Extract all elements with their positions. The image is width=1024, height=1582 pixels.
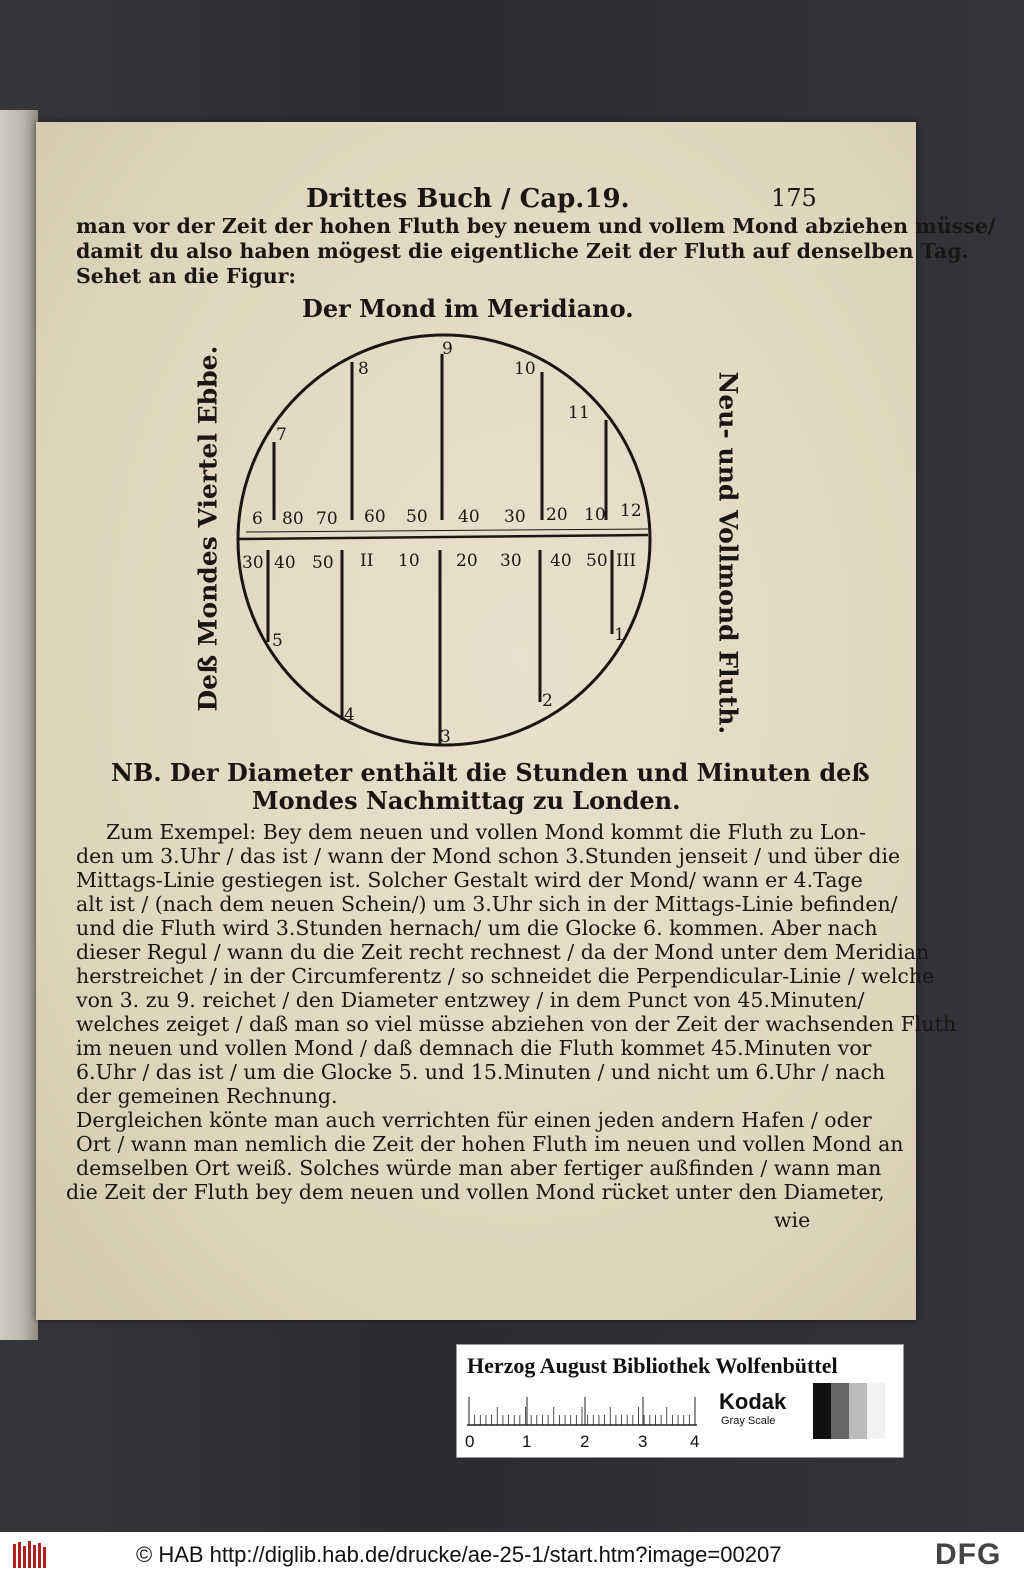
minute-label: II [360,551,374,571]
minute-label: 70 [316,509,338,529]
dfg-logo: DFG [935,1538,1002,1571]
minute-label: 30 [242,553,264,573]
body-line: Ort / wann man nemlich die Zeit der hohen Fluth im neuen und vollen Mond an [76,1132,904,1156]
minute-label: 20 [546,505,568,525]
footer-bar [0,1532,1024,1582]
body-line: herstreichet / in der Circumferentz / so schneidet die Perpendicular-Linie / welche [76,964,935,988]
minute-label: 20 [456,551,478,571]
moon-circle [238,335,650,745]
hour-label: 2 [542,691,553,711]
body-line: Dergleichen könte man auch verrichten für einen jeden andern Hafen / oder [76,1108,872,1132]
catchword: wie [774,1208,811,1232]
right-side-label: Neu- und Vollmond Fluth. [713,371,743,735]
body-line: von 3. zu 9. reichet / den Diameter entzwey / in dem Punct von 45.Minuten/ [76,988,865,1012]
note-line: NB. Der Diameter enthält die Stunden und Minuten deß [111,758,870,787]
body-line: der gemeinen Rechnung. [76,1084,338,1108]
left-side-label: Deß Mondes Viertel Ebbe. [193,345,223,712]
hour-label: 8 [358,359,369,379]
body-line: und die Fluth wird 3.Stunden hernach/ um die Glocke 6. kommen. Aber nach [76,916,878,940]
kodak-subtitle: Gray Scale [721,1415,776,1427]
minute-label: 10 [584,505,606,525]
kodak-brand: Kodak [719,1389,787,1414]
minute-label: 10 [398,551,420,571]
body-line: den um 3.Uhr / das ist / wann der Mond schon 3.Stunden jenseit / und über die [76,844,901,868]
intro-line: man vor der Zeit der hohen Fluth bey neuem und vollem Mond abziehen müsse/ [76,214,996,238]
footer-copyright-url[interactable]: © HAB http://diglib.hab.de/drucke/ae-25-1/start.htm?image=00207 [136,1542,782,1567]
intro-line: damit du also haben mögest die eigentliche Zeit der Fluth auf denselben Tag. [76,239,969,263]
note-line: Mondes Nachmittag zu Londen. [252,786,681,815]
ruler-label: 2 [580,1432,590,1451]
minute-label: 50 [312,553,334,573]
minute-label: 50 [586,551,608,571]
minute-label: 30 [504,507,526,527]
hab-logo-icon [12,1540,48,1570]
minute-label: 40 [274,553,296,573]
minute-label: 30 [500,551,522,571]
previous-page-edge [0,110,38,1340]
ruler-label: 1 [522,1432,532,1451]
body-line: die Zeit der Fluth bey dem neuen und vollen Mond rücket unter den Diameter, [66,1180,885,1204]
hour-label: 11 [568,403,590,423]
running-head: Drittes Buch / Cap.19. [306,184,630,214]
body-line: dieser Regul / wann du die Zeit recht rechnest / da der Mond unter dem Meridian [76,940,930,964]
hour-label: 6 [252,509,263,529]
hour-label: 1 [614,625,625,645]
diameter-line-upper [246,529,648,532]
body-line: 6.Uhr / das ist / um die Glocke 5. und 15.Minuten / und nicht um 6.Uhr / nach [76,1060,886,1084]
page-number: 175 [771,184,817,212]
upper-hour-lines [274,354,606,520]
body-line: Zum Exempel: Bey dem neuen und vollen Mond kommt die Fluth zu Lon- [106,820,867,844]
minute-label: 40 [550,551,572,571]
hour-label: 10 [514,359,536,379]
ruler-label: 4 [690,1432,700,1451]
lower-hour-lines [268,550,612,744]
hour-label: 3 [440,727,451,747]
body-line: welches zeiget / daß man so viel müsse abziehen von der Zeit der wachsenden Fluth [76,1012,957,1036]
hour-label: 12 [620,501,642,521]
ruler-label: 3 [638,1432,648,1451]
grayscale-patches [813,1383,885,1439]
figure-title: Der Mond im Meridiano. [302,294,634,323]
body-line: demselben Ort weiß. Solches würde man aber fertiger außfinden / wann man [76,1156,882,1180]
hour-label: 9 [442,339,453,359]
color-calibration-bar [456,1344,904,1458]
hour-label: 7 [276,425,287,445]
minute-label: 60 [364,507,386,527]
minute-label: III [616,551,637,571]
minute-label: 80 [282,509,304,529]
body-line: alt ist / (nach dem neuen Schein/) um 3.Uhr sich in der Mittags-Linie befinden/ [76,892,898,916]
book-page [36,122,996,1320]
hour-label: 5 [272,631,283,651]
body-line: im neuen und vollen Mond / daß demnach die Fluth kommet 45.Minuten vor [76,1036,872,1060]
minute-label: 50 [406,507,428,527]
library-name: Herzog August Bibliothek Wolfenbüttel [467,1353,838,1378]
body-line: Mittags-Linie gestiegen ist. Solcher Gestalt wird der Mond/ wann er 4.Tage [76,868,863,892]
hour-label: 4 [344,705,355,725]
minute-label: 40 [458,507,480,527]
ruler-label: 0 [465,1432,475,1451]
diameter-line [238,535,648,539]
intro-line: Sehet an die Figur: [76,264,296,288]
ruler [465,1389,705,1451]
